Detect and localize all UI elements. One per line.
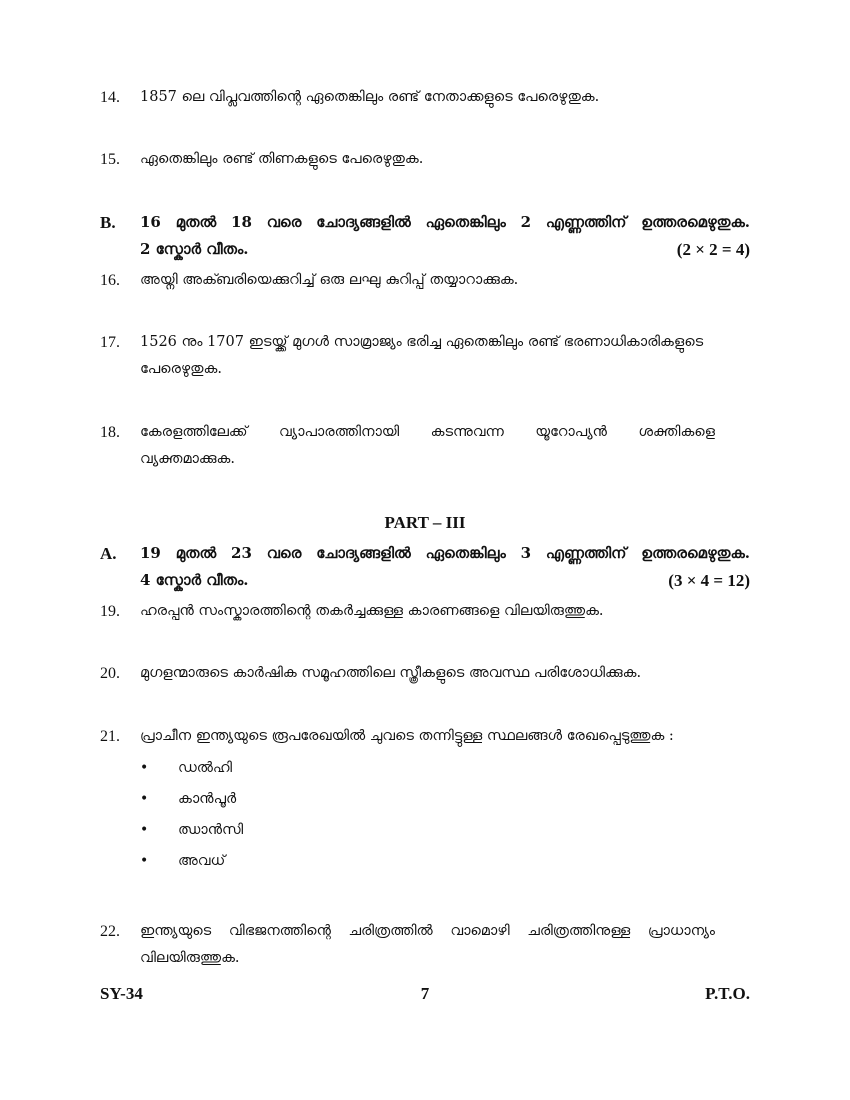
- question-text-line-2: വ്യക്തമാക്കുക.: [140, 451, 235, 467]
- place-name: ഡൽഹി: [178, 760, 233, 776]
- bullet-icon: •: [140, 760, 149, 776]
- place-name: അവധ്: [178, 853, 226, 869]
- question-number: 21.: [100, 728, 120, 745]
- question-number: 20.: [100, 665, 120, 682]
- instruction-line-1: 19 മുതൽ 23 വരെ ചോദ്യങ്ങളിൽ ഏതെങ്കിലും 3 എണ്ണത്തിന് ഉത്തരമെഴുതുക.: [140, 544, 750, 562]
- question-17: [100, 329, 750, 383]
- question-number: 17.: [100, 334, 120, 351]
- question-text: അയ്നി അക്ബരിയെക്കുറിച്ച് ഒരു ലഘു കുറിപ്പ് തയ്യാറാക്കുക.: [140, 272, 519, 288]
- question-18: [100, 419, 750, 473]
- question-16: [100, 267, 750, 294]
- question-22: [100, 918, 750, 972]
- place-name: ഝാൻസി: [178, 822, 244, 838]
- list-item: [140, 819, 243, 841]
- marks-allocation: (2 × 2 = 4): [676, 240, 750, 259]
- bullet-icon: •: [140, 853, 149, 869]
- section-b-instruction: [100, 209, 750, 263]
- question-number: 19.: [100, 603, 120, 620]
- place-name: കാൻപൂർ: [178, 791, 237, 807]
- question-text: ഏതെങ്കിലും രണ്ട് തിണകളുടെ പേരെഴുതുക.: [140, 151, 424, 167]
- question-15: [100, 146, 750, 173]
- question-text-line-1: കേരളത്തിലേക്ക് വ്യാപാരത്തിനായി കടന്നുവന്ന യൂറോപ്യൻ ശക്തികളെ: [140, 424, 715, 440]
- question-text: പ്രാചീന ഇന്ത്യയുടെ രൂപരേഖയിൽ ചുവടെ തന്നിട്ടുള്ള സ്ഥലങ്ങൾ രേഖപ്പെടുത്തുക :: [140, 728, 674, 744]
- section-label: A.: [100, 544, 117, 563]
- question-text-line-1: ഇന്ത്യയുടെ വിഭജനത്തിന്റെ ചരിത്രത്തിൽ വാമൊഴി ചരിത്രത്തിനുള്ള പ്രാധാന്യം: [140, 923, 715, 939]
- bullet-icon: •: [140, 791, 149, 807]
- question-text: ഹരപ്പൻ സംസ്കാരത്തിന്റെ തകർച്ചക്കുള്ള കാരണങ്ങളെ വിലയിരുത്തുക.: [140, 603, 604, 619]
- instruction-line-2: 4 സ്കോർ വീതം.: [140, 571, 249, 589]
- question-text: മുഗളന്മാരുടെ കാർഷിക സമൂഹത്തിലെ സ്ത്രീകളുടെ അവസ്ഥ പരിശോധിക്കുക.: [140, 665, 642, 681]
- question-19: [100, 598, 750, 625]
- question-14: [100, 84, 750, 111]
- question-text-line-1: 1526 നും 1707 ഇടയ്ക്ക് മുഗൾ സാമ്രാജ്യം ഭരിച്ച ഏതെങ്കിലും രണ്ട് ഭരണാധികാരികളുടെ: [140, 334, 704, 350]
- part-3-instruction: [100, 540, 750, 594]
- question-number: 15.: [100, 151, 120, 168]
- pto-label: P.T.O.: [705, 984, 750, 1003]
- question-21: [100, 723, 750, 750]
- page-number: 7: [420, 984, 430, 1003]
- section-label: B.: [100, 213, 116, 232]
- paper-code: SY-34: [100, 984, 143, 1003]
- bullet-icon: •: [140, 822, 149, 838]
- question-number: 16.: [100, 272, 120, 289]
- question-text: 1857 ലെ വിപ്ലവത്തിന്റെ ഏതെങ്കിലും രണ്ട് നേതാക്കളുടെ പേരെഴുതുക.: [140, 89, 600, 105]
- list-item: [140, 850, 225, 872]
- part-title: PART – III: [384, 513, 466, 532]
- question-number: 18.: [100, 424, 120, 441]
- instruction-line-2: 2 സ്കോർ വീതം.: [140, 240, 249, 258]
- question-text-line-2: വിലയിരുത്തുക.: [140, 950, 240, 966]
- question-number: 22.: [100, 923, 120, 940]
- list-item: [140, 757, 232, 779]
- question-20: [100, 660, 750, 687]
- instruction-line-1: 16 മുതൽ 18 വരെ ചോദ്യങ്ങളിൽ ഏതെങ്കിലും 2 എണ്ണത്തിന് ഉത്തരമെഴുതുക.: [140, 213, 750, 231]
- marks-allocation: (3 × 4 = 12): [668, 571, 750, 590]
- question-number: 14.: [100, 89, 120, 106]
- list-item: [140, 788, 236, 810]
- question-text-line-2: പേരെഴുതുക.: [140, 361, 222, 377]
